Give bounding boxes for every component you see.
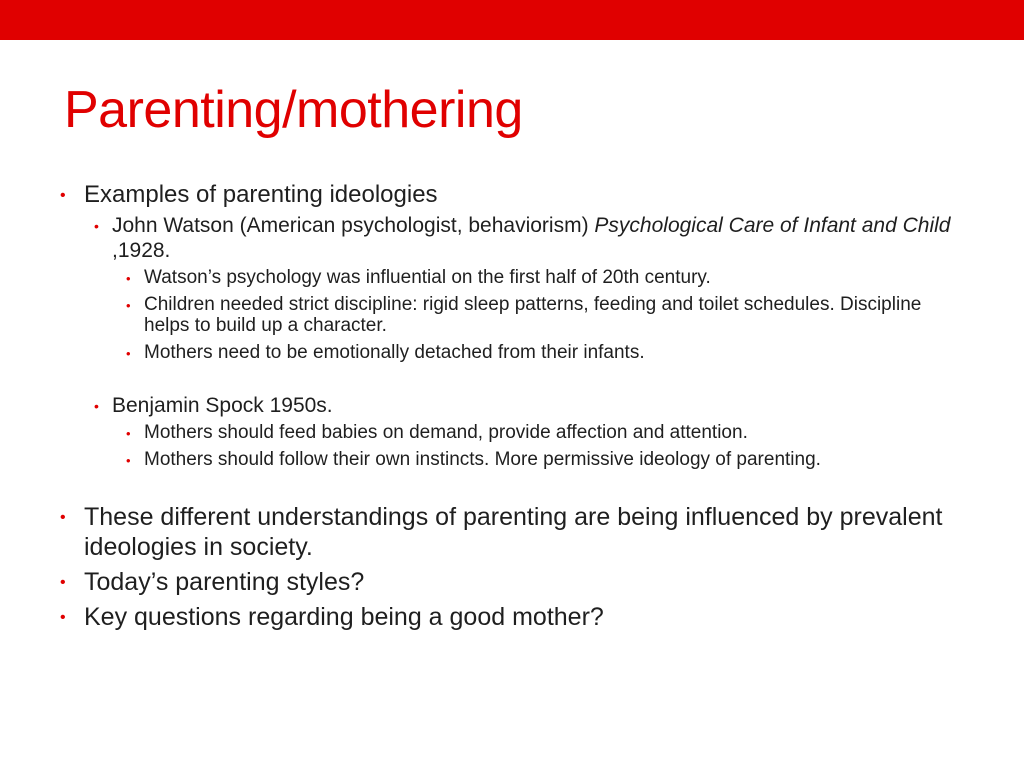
- bullet-text: These different understandings of parenting are being influenced by prevalent ideologies in society.: [84, 503, 943, 561]
- bullet-own-instincts: [60, 449, 960, 470]
- book-title: Psychological Care of Infant and Child: [594, 214, 951, 237]
- bullet-examples: [60, 180, 960, 209]
- bullet-john-watson: [60, 213, 960, 263]
- bullet-emotionally-detached: [60, 342, 960, 363]
- bullet-dot: •: [126, 426, 131, 441]
- slide-body: [60, 180, 960, 637]
- bullet-text: Mothers should follow their own instincts. More permissive ideology of parenting.: [144, 449, 821, 470]
- top-accent-bar: [0, 0, 1024, 40]
- bullet-dot: •: [94, 218, 99, 234]
- bullet-watson-influence: [60, 267, 960, 288]
- bullet-dot: •: [60, 609, 66, 626]
- bullet-dot: •: [126, 453, 131, 468]
- bullet-dot: •: [60, 187, 66, 204]
- bullet-text: Examples of parenting ideologies: [84, 181, 438, 208]
- bullet-text: Benjamin Spock 1950s.: [112, 394, 333, 417]
- bullet-text: John Watson (American psychologist, behaviorism): [112, 214, 595, 237]
- bullet-text: Key questions regarding being a good mother?: [84, 603, 604, 631]
- bullet-strict-discipline: [60, 294, 960, 336]
- bullet-different-understandings: [60, 502, 960, 562]
- bullet-dot: •: [60, 509, 66, 526]
- bullet-feed-on-demand: [60, 422, 960, 443]
- bullet-text: Mothers should feed babies on demand, provide affection and attention.: [144, 422, 748, 443]
- bullet-dot: •: [60, 574, 66, 591]
- bullet-text: Watson’s psychology was influential on the first half of 20th century.: [144, 267, 711, 288]
- bullet-dot: •: [126, 346, 131, 361]
- bullet-dot: •: [126, 271, 131, 286]
- bullet-dot: •: [94, 398, 99, 414]
- bullet-text: Today’s parenting styles?: [84, 568, 365, 596]
- bullet-dot: •: [126, 298, 131, 313]
- slide-title: Parenting/mothering: [64, 81, 523, 139]
- bullet-todays-styles: [60, 567, 960, 597]
- bullet-year: ,1928.: [112, 239, 171, 262]
- bullet-benjamin-spock: [60, 393, 960, 418]
- bullet-text: Mothers need to be emotionally detached from their infants.: [144, 342, 645, 363]
- bullet-text: Children needed strict discipline: rigid sleep patterns, feeding and toilet schedules. Discipline helps to build up a character.: [144, 294, 922, 336]
- bullet-key-questions: [60, 602, 960, 632]
